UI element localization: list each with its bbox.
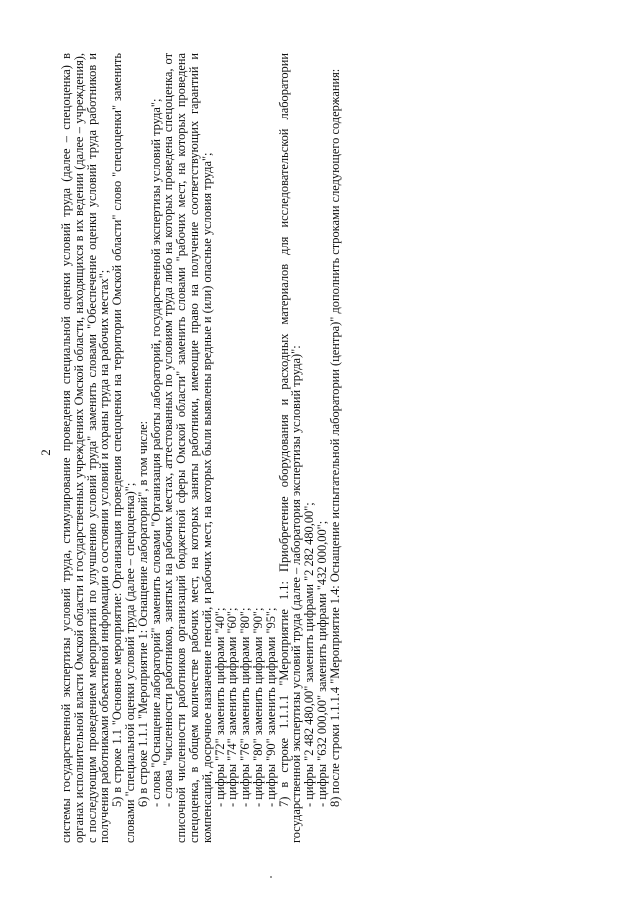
document-paragraph: - цифры "76" заменить цифрами "80"; <box>238 607 253 807</box>
document-body <box>60 53 342 843</box>
document-paragraph: - цифры "72" заменить цифрами "40"; <box>212 607 227 807</box>
document-paragraph: 8) после строки 1.1.1.4 "Мероприятие 1.4: Оснащение испытательной лаборатории (центра)" дополнить строками следующего содержания: <box>327 68 342 807</box>
document-paragraph: - цифры "2 482 480,00" заменить цифрами "2 282 480,00"; <box>302 502 317 807</box>
document-paragraph: - слова "Оснащение лабораторий" заменить словами "Организация работы лабораторий, государственной экспертизы условий труда"; <box>148 98 163 807</box>
page-number: 2 <box>38 449 53 456</box>
document-paragraph: - цифры "90" заменить цифрами "95"; <box>263 607 278 807</box>
document-paragraph: 5) в строке 1.1 "Основное мероприятие: Организация проведения спецоценки на территории Омской области" слово "спецоценки" заменить словами "специальной оценки условий труда (далее – спецоценка)"; <box>110 53 137 843</box>
document-paragraph: системы государственной экспертизы условий труда, стимулирование проведения специальной оценки условий труда (далее – спецоценка) в органах исполнительной власти Омской области и государственных учреждениях Омской области, находящихся в их ведении (далее – учреждения), с последующим проведением мероприятий по улучшению условий труда" заменить словами "Обеспечение оценки условий труда работников и получения работниками объективной информации о состоянии условий и охраны труда на рабочих местах"; <box>59 53 112 843</box>
document-paragraph: - цифры "80" заменить цифрами "90"; <box>250 607 265 807</box>
scan-artifact <box>270 876 272 878</box>
document-paragraph: 6) в строке 1.1.1 "Мероприятие 1: Оснащение лабораторий", в том числе: <box>135 420 150 807</box>
document-paragraph: - цифры "74" заменить цифрами "60"; <box>225 607 240 807</box>
document-paragraph: 7) в строке 1.1.1.1 "Мероприятие 1.1: Приобретение оборудования и расходных материалов для исследовательской лаборатории государственной экспертизы условий труда (далее – лаборатория экспертизы условий труда)": <box>276 53 304 843</box>
document-paragraph: - слова "численности работников, занятых на рабочих местах, аттестованных по условиям труда либо на которых проведена спецоценка, от списочной численности работников организаций бюджетной сферы Омской области" заменить словами "рабочих мест, на которых проведена спецоценка, в общем количестве рабочих мест, на которых заняты работники, имеющие право на получение соответствующих гарантий и компенсаций, досрочное назначение пенсий, и рабочих мест, на которых были выявлены вредные и (или) опасные условия труда"; <box>161 53 214 843</box>
document-paragraph: - цифры "632 000,00" заменить цифрами "432 000,00"; <box>314 520 329 807</box>
